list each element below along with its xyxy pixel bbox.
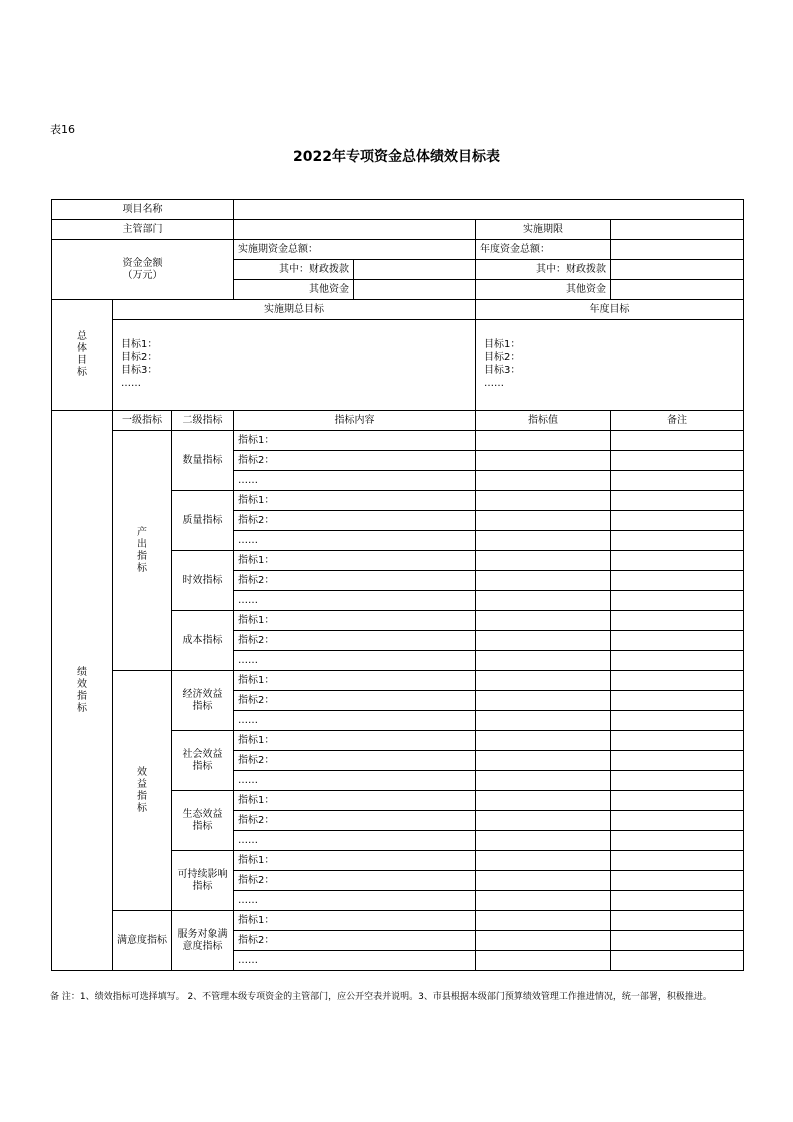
indicator-value-cell[interactable] — [476, 431, 611, 451]
remark-cell[interactable] — [611, 591, 744, 611]
quantity-indicator-label: 数量指标 — [172, 431, 234, 491]
remark-cell[interactable] — [611, 511, 744, 531]
indicator-value-cell[interactable] — [476, 831, 611, 851]
remark-cell[interactable] — [611, 611, 744, 631]
page-title: 2022年专项资金总体绩效目标表 — [293, 149, 500, 165]
remark-cell[interactable] — [611, 531, 744, 551]
annual-total-value[interactable] — [611, 240, 744, 260]
indicator-value-cell[interactable] — [476, 511, 611, 531]
indicator-value-cell[interactable] — [476, 911, 611, 931]
table-row: …… — [234, 771, 476, 791]
table-row: …… — [234, 891, 476, 911]
indicator-value-cell[interactable] — [476, 491, 611, 511]
table-row: 指标2： — [234, 751, 476, 771]
value-header: 指标值 — [476, 411, 611, 431]
quality-indicator-label: 质量指标 — [172, 491, 234, 551]
annual-total-label: 年度资金总额： — [476, 240, 611, 260]
level1-header: 一级指标 — [113, 411, 172, 431]
indicator-value-cell[interactable] — [476, 591, 611, 611]
annual-goal-content[interactable]: 目标1： 目标2： 目标3： …… — [476, 320, 744, 411]
table-row: …… — [234, 591, 476, 611]
annual-other-value[interactable] — [611, 280, 744, 300]
period-goal-content[interactable]: 目标1： 目标2： 目标3： …… — [113, 320, 476, 411]
indicator-value-cell[interactable] — [476, 691, 611, 711]
project-name-label: 项目名称 — [52, 200, 234, 220]
period-goal-header: 实施期总目标 — [113, 300, 476, 320]
overall-goal-label: 总体目标 — [52, 300, 113, 411]
remark-cell[interactable] — [611, 951, 744, 971]
table-row: 指标2： — [234, 631, 476, 651]
project-name-value[interactable] — [234, 200, 744, 220]
remark-cell[interactable] — [611, 851, 744, 871]
table-row: 指标1： — [234, 731, 476, 751]
remark-cell[interactable] — [611, 891, 744, 911]
table-row: 指标1： — [234, 431, 476, 451]
table-row: 指标1： — [234, 491, 476, 511]
remark-cell[interactable] — [611, 771, 744, 791]
timeliness-indicator-label: 时效指标 — [172, 551, 234, 611]
service-satisfaction-label: 服务对象满意度指标 — [172, 911, 234, 971]
performance-goal-table — [51, 199, 744, 971]
table-row: …… — [234, 951, 476, 971]
remark-cell[interactable] — [611, 431, 744, 451]
cost-indicator-label: 成本指标 — [172, 611, 234, 671]
period-value[interactable] — [611, 220, 744, 240]
sustainability-impact-label: 可持续影响指标 — [172, 851, 234, 911]
benefit-indicator-label: 效益指标 — [113, 671, 172, 911]
table-row: 指标1： — [234, 851, 476, 871]
indicator-value-cell[interactable] — [476, 471, 611, 491]
dept-value[interactable] — [234, 220, 476, 240]
remark-cell[interactable] — [611, 671, 744, 691]
table-row: 指标2： — [234, 511, 476, 531]
table-row: …… — [234, 471, 476, 491]
remark-cell[interactable] — [611, 791, 744, 811]
period-fiscal-label: 其中：财政拨款 — [234, 260, 354, 280]
indicator-value-cell[interactable] — [476, 771, 611, 791]
period-other-label: 其他资金 — [234, 280, 354, 300]
indicator-value-cell[interactable] — [476, 611, 611, 631]
table-row: 指标1： — [234, 671, 476, 691]
remark-cell[interactable] — [611, 451, 744, 471]
social-benefit-label: 社会效益指标 — [172, 731, 234, 791]
indicator-value-cell[interactable] — [476, 551, 611, 571]
table-row: 指标1： — [234, 551, 476, 571]
remark-header: 备注 — [611, 411, 744, 431]
indicator-value-cell[interactable] — [476, 951, 611, 971]
output-indicator-label: 产出指标 — [113, 431, 172, 671]
table-row: 指标2： — [234, 931, 476, 951]
remark-cell[interactable] — [611, 631, 744, 651]
indicator-value-cell[interactable] — [476, 451, 611, 471]
indicator-value-cell[interactable] — [476, 751, 611, 771]
indicator-value-cell[interactable] — [476, 811, 611, 831]
remark-cell[interactable] — [611, 931, 744, 951]
remark-cell[interactable] — [611, 471, 744, 491]
remark-cell[interactable] — [611, 911, 744, 931]
indicator-value-cell[interactable] — [476, 851, 611, 871]
table-number: 表16 — [50, 123, 75, 136]
remark-cell[interactable] — [611, 711, 744, 731]
period-other-value[interactable] — [354, 280, 476, 300]
remark-cell[interactable] — [611, 551, 744, 571]
table-row: 指标1： — [234, 611, 476, 631]
table-row: 指标2： — [234, 691, 476, 711]
indicator-value-cell[interactable] — [476, 731, 611, 751]
period-total-label: 实施期资金总额： — [234, 240, 476, 260]
economic-benefit-label: 经济效益指标 — [172, 671, 234, 731]
table-row: …… — [234, 651, 476, 671]
table-row: 指标2： — [234, 451, 476, 471]
satisfaction-indicator-label: 满意度指标 — [113, 911, 172, 971]
table-row: 指标2： — [234, 871, 476, 891]
footnote: 备 注：1、绩效指标可选择填写。 2、不管理本级专项资金的主管部门，应公开空表并说明。3、市县根据本级部门预算绩效管理工作推进情况，统一部署，积极推进。 — [50, 992, 712, 1002]
remark-cell[interactable] — [611, 811, 744, 831]
fund-label: 资金金额 （万元） — [52, 240, 234, 300]
indicator-value-cell[interactable] — [476, 651, 611, 671]
table-row: …… — [234, 531, 476, 551]
table-row: 指标1： — [234, 911, 476, 931]
indicator-value-cell[interactable] — [476, 891, 611, 911]
period-label: 实施期限 — [476, 220, 611, 240]
indicator-value-cell[interactable] — [476, 931, 611, 951]
remark-cell[interactable] — [611, 651, 744, 671]
content-header: 指标内容 — [234, 411, 476, 431]
performance-indicator-label: 绩效指标 — [52, 411, 113, 971]
annual-other-label: 其他资金 — [476, 280, 611, 300]
indicator-value-cell[interactable] — [476, 631, 611, 651]
indicator-value-cell[interactable] — [476, 791, 611, 811]
remark-cell[interactable] — [611, 691, 744, 711]
indicator-value-cell[interactable] — [476, 571, 611, 591]
annual-fiscal-label: 其中：财政拨款 — [476, 260, 611, 280]
remark-cell[interactable] — [611, 491, 744, 511]
period-fiscal-value[interactable] — [354, 260, 476, 280]
annual-fiscal-value[interactable] — [611, 260, 744, 280]
level2-header: 二级指标 — [172, 411, 234, 431]
annual-goal-header: 年度目标 — [476, 300, 744, 320]
remark-cell[interactable] — [611, 571, 744, 591]
remark-cell[interactable] — [611, 871, 744, 891]
table-row: 指标2： — [234, 811, 476, 831]
remark-cell[interactable] — [611, 731, 744, 751]
indicator-value-cell[interactable] — [476, 531, 611, 551]
table-row: 指标2： — [234, 571, 476, 591]
remark-cell[interactable] — [611, 751, 744, 771]
dept-label: 主管部门 — [52, 220, 234, 240]
remark-cell[interactable] — [611, 831, 744, 851]
table-row: …… — [234, 711, 476, 731]
indicator-value-cell[interactable] — [476, 671, 611, 691]
indicator-value-cell[interactable] — [476, 711, 611, 731]
ecological-benefit-label: 生态效益指标 — [172, 791, 234, 851]
table-row: …… — [234, 831, 476, 851]
indicator-value-cell[interactable] — [476, 871, 611, 891]
table-row: 指标1： — [234, 791, 476, 811]
